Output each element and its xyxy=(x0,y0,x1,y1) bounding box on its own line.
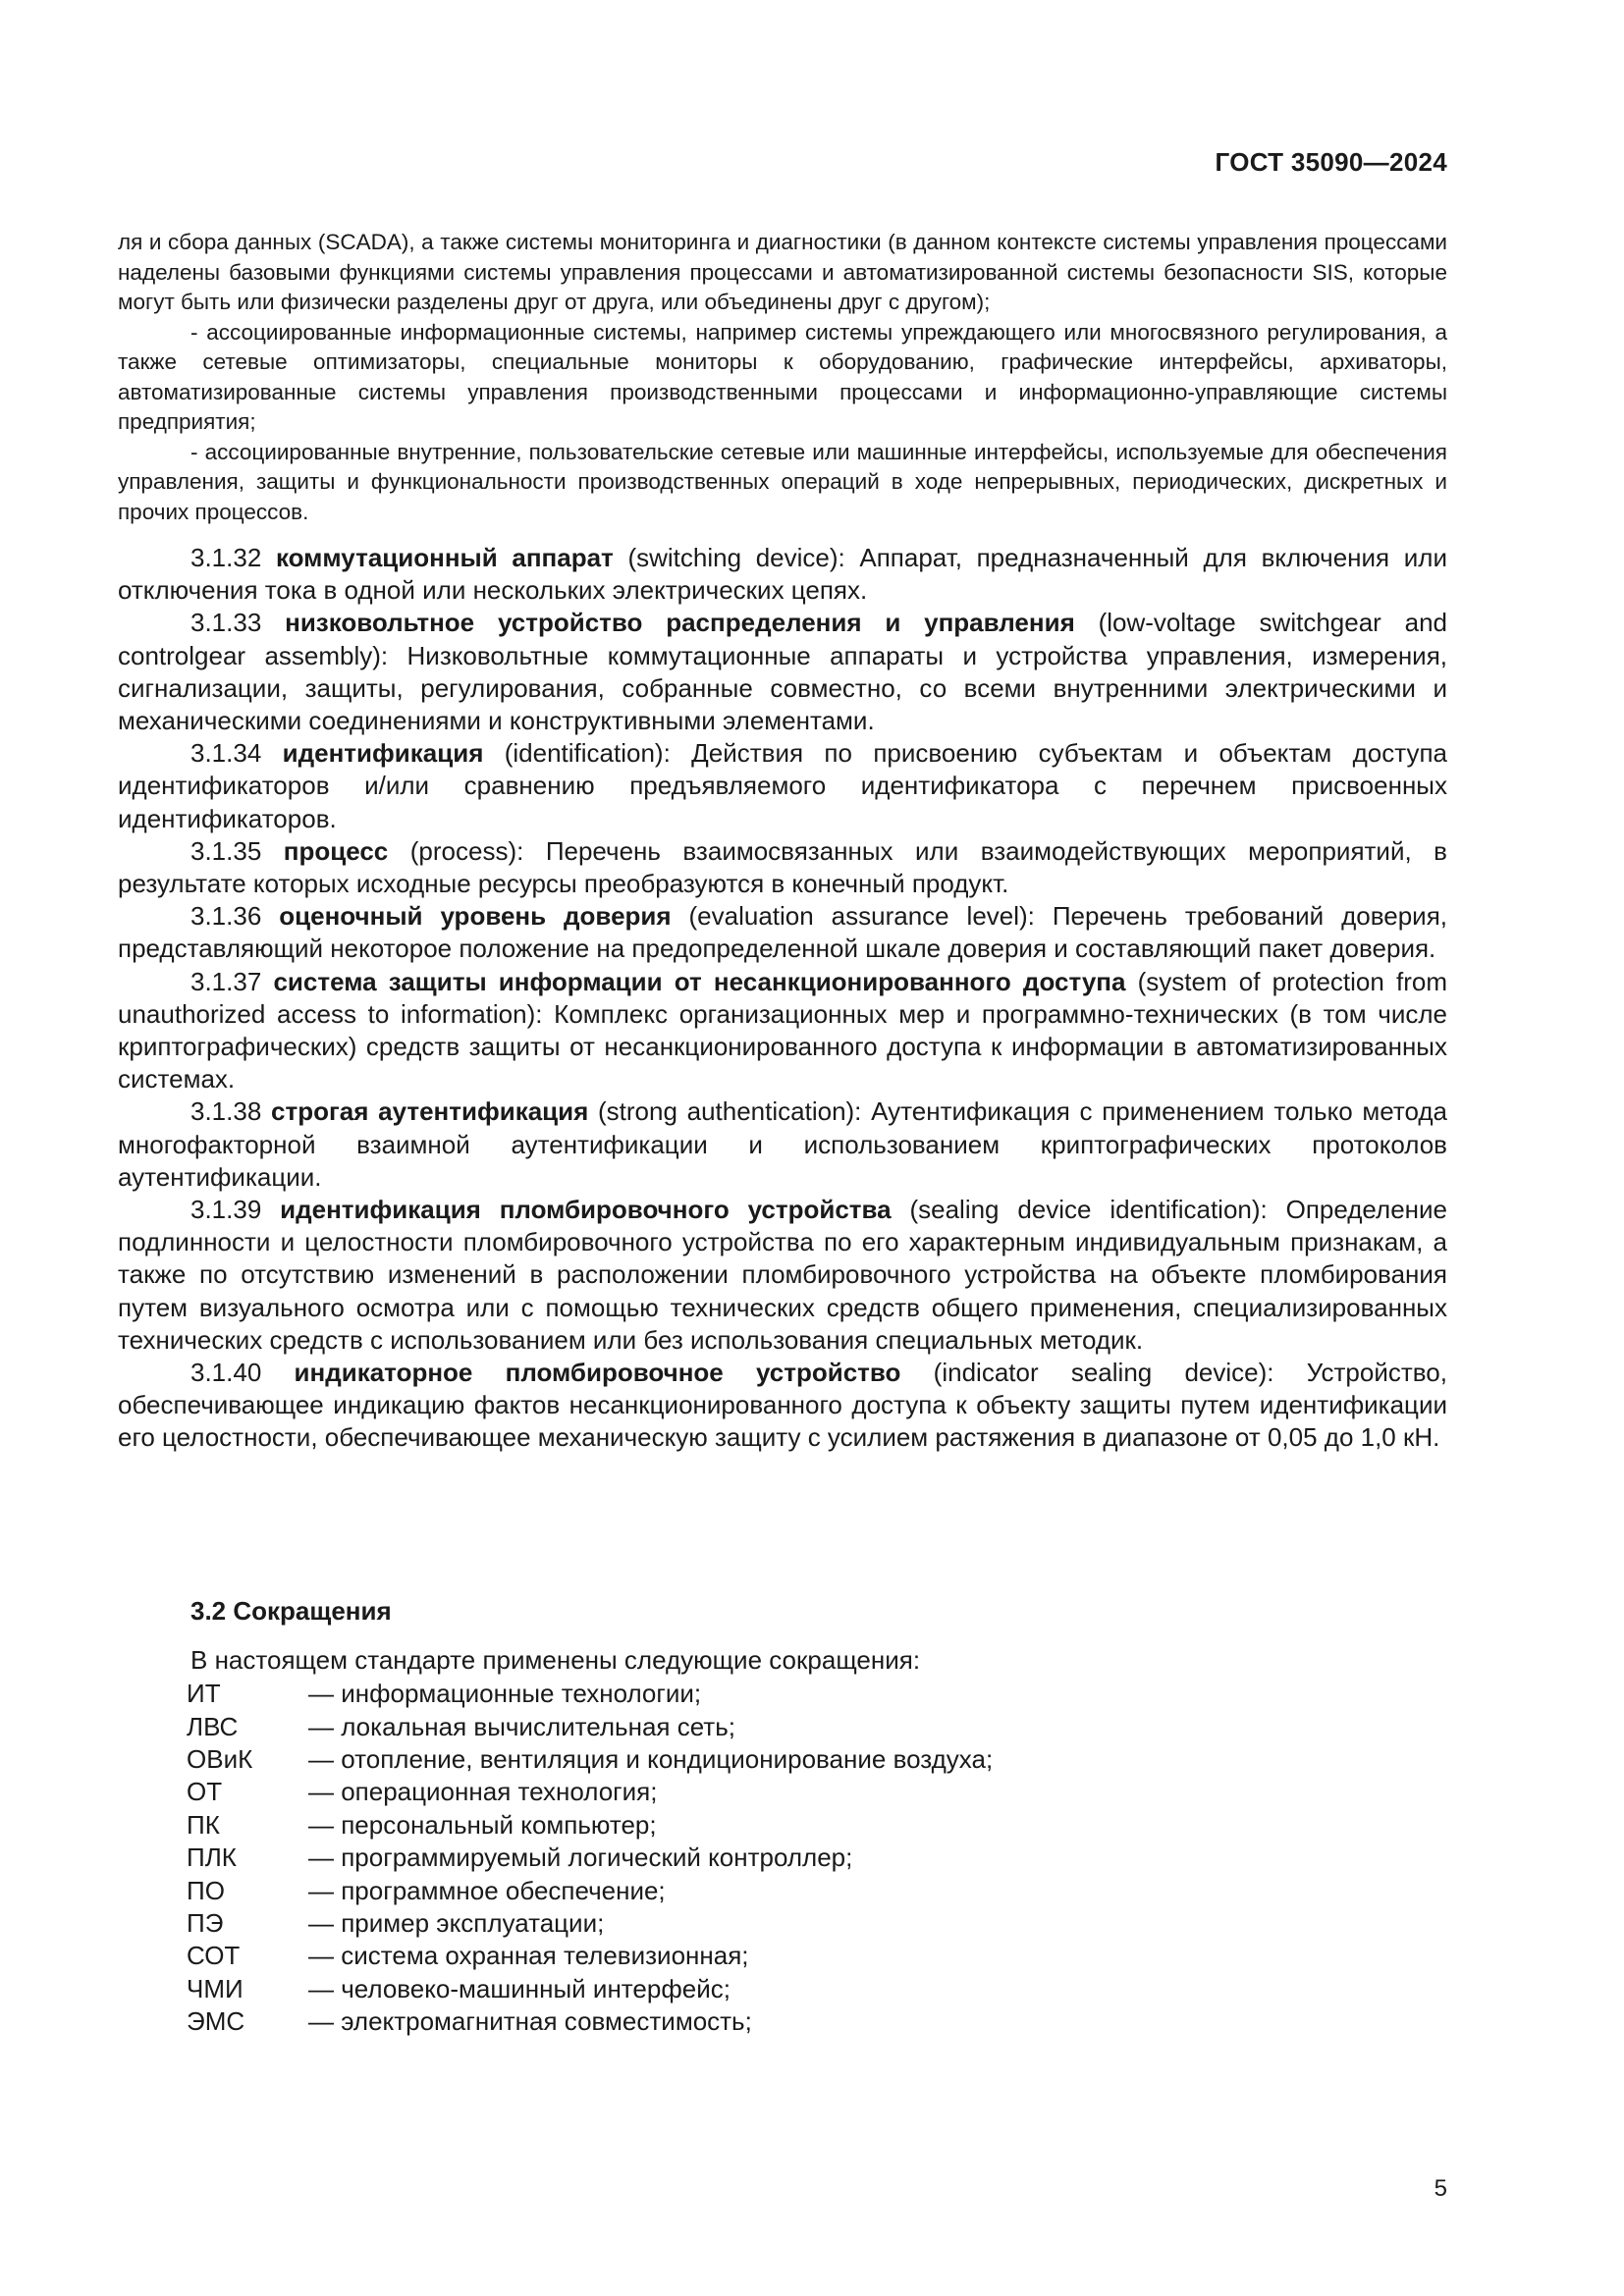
abbreviation-code: ОТ xyxy=(187,1777,223,1807)
abbreviation-definition: — отопление, вентиляция и кондиционирование воздуха; xyxy=(308,1743,994,1774)
terms-section xyxy=(118,542,1447,1455)
term-name: система защиты информации от несанкционированного доступа xyxy=(273,966,1126,996)
term-name: индикаторное пломбировочное устройство xyxy=(294,1358,901,1388)
intro-bullet: - ассоциированные информационные системы, например системы упреждающего или многосвязного регулирования, а также сетевые оптимизаторы, специальные мониторы к оборудованию, графические интерфейсы, архиваторы, автоматизированные системы управления производственными процессами и информационно-управляющие системы предприятия; xyxy=(118,319,1447,434)
abbreviation-code: СОТ xyxy=(187,1941,241,1971)
list-item xyxy=(187,1743,1267,1776)
term-entry: 3.1.33 низковольтное устройство распределения и управления (low-voltage switchgear and controlgear assembly): Низковольтные коммутационные аппараты и устройства управления, измерения, сигнализации, защиты, регулирования, собранные совместно, со всеми внутренними электрическими и механическими соединениями и конструктивными элементами. xyxy=(118,608,1447,736)
term-entry: 3.1.32 коммутационный аппарат (switching device): Аппарат, предназначенный для включения или отключения тока в одной или нескольких электрических цепях. xyxy=(118,543,1447,606)
abbreviation-definition: — операционная технология; xyxy=(308,1777,658,1807)
abbreviation-code: ПЛК xyxy=(187,1842,237,1873)
abbreviation-definition: — локальная вычислительная сеть; xyxy=(308,1711,735,1741)
abbreviation-definition: — электромагнитная совместимость; xyxy=(308,2006,752,2037)
term-entry: 3.1.38 строгая аутентификация (strong authentication): Аутентификация с применением только метода многофакторной взаимной аутентификации и использованием криптографических протоколов аутентификации. xyxy=(118,1096,1447,1192)
abbreviation-definition: — персональный компьютер; xyxy=(308,1809,657,1840)
list-item xyxy=(187,1940,1267,1972)
standard-code: ГОСТ 35090—2024 xyxy=(1215,147,1447,177)
abbreviation-definition: — программируемый логический контроллер; xyxy=(308,1842,853,1873)
term-name: оценочный уровень доверия xyxy=(279,901,672,932)
list-item xyxy=(187,2005,1267,2038)
term-entry: 3.1.34 идентификация (identification): Действия по присвоению субъектам и объектам доступа идентификаторов и/или сравнению предъявляемого идентификатора с перечнем присвоенных идентификаторов. xyxy=(118,738,1447,833)
abbreviation-code: ПК xyxy=(187,1809,220,1840)
abbreviation-code: ПО xyxy=(187,1875,225,1905)
list-item xyxy=(187,1776,1267,1808)
list-item xyxy=(187,1907,1267,1940)
term-name: процесс xyxy=(283,835,389,866)
abbreviations-list xyxy=(187,1678,1267,2038)
list-item xyxy=(187,1973,1267,2005)
abbreviation-code: ПЭ xyxy=(187,1907,224,1938)
list-item xyxy=(187,1678,1267,1710)
term-entry: 3.1.37 система защиты информации от несанкционированного доступа (system of protection from unauthorized access to information): Комплекс организационных мер и программно-технических (в том числе криптографических) средств защиты от несанкционированного доступа к информации в автоматизированных системах. xyxy=(118,966,1447,1095)
list-item xyxy=(187,1842,1267,1874)
abbreviation-code: ЛВС xyxy=(187,1711,239,1741)
intro-bullet: - ассоциированные внутренние, пользовательские сетевые или машинные интерфейсы, используемые для обеспечения управления, защиты и функциональности производственных операций в ходе непрерывных, периодических, дискретных и прочих процессов. xyxy=(118,439,1447,524)
list-item xyxy=(187,1710,1267,1742)
intro-text xyxy=(118,228,1447,527)
abbreviation-code: ЭМС xyxy=(187,2006,245,2037)
abbreviation-definition: — пример эксплуатации; xyxy=(308,1907,605,1938)
abbreviation-code: ИТ xyxy=(187,1679,221,1709)
term-entry: 3.1.39 идентификация пломбировочного устройства (sealing device identification): Определение подлинности и целостности пломбировочного устройства по его характерным индивидуальным признакам, а также по отсутствию изменений в расположении пломбировочного устройства на объекте пломбирования путем визуального осмотра или с помощью технических средств общего применения, специализированных технических средств с использованием или без использования специальных методик. xyxy=(118,1195,1447,1355)
abbreviations-intro: В настоящем стандарте применены следующие сокращения: xyxy=(190,1645,921,1675)
term-name: идентификация xyxy=(282,738,484,769)
abbreviation-definition: — программное обеспечение; xyxy=(308,1875,666,1905)
list-item xyxy=(187,1809,1267,1842)
term-name: строгая аутентификация xyxy=(271,1096,589,1127)
abbreviation-definition: — человеко-машинный интерфейс; xyxy=(308,1973,731,2003)
intro-paragraph: ля и сбора данных (SCADA), а также системы мониторинга и диагностики (в данном контексте системы управления процессами наделены базовыми функциями системы управления процессами и автоматизированной системы безопасности SIS, которые могут быть или физически разделены друг от друга, или объединены друг с другом); xyxy=(118,230,1447,314)
term-name: коммутационный аппарат xyxy=(275,543,614,572)
abbreviation-definition: — система охранная телевизионная; xyxy=(308,1941,749,1971)
list-item xyxy=(187,1874,1267,1906)
abbreviation-code: ЧМИ xyxy=(187,1973,244,2003)
page-number: 5 xyxy=(1434,2175,1447,2202)
section-title: 3.2 Сокращения xyxy=(190,1596,392,1626)
abbreviation-definition: — информационные технологии; xyxy=(308,1679,702,1709)
term-name: идентификация пломбировочного устройства xyxy=(280,1195,892,1225)
abbreviation-code: ОВиК xyxy=(187,1743,253,1774)
term-name: низковольтное устройство распределения и управления xyxy=(285,608,1075,638)
term-entry: 3.1.35 процесс (process): Перечень взаимосвязанных или взаимодействующих мероприятий, в результате которых исходные ресурсы преобразуются в конечный продукт. xyxy=(118,835,1447,899)
term-entry: 3.1.36 оценочный уровень доверия (evaluation assurance level): Перечень требований доверия, представляющий некоторое положение на предопределенной шкале доверия и составляющий пакет доверия. xyxy=(118,901,1448,964)
term-entry: 3.1.40 индикаторное пломбировочное устройство (indicator sealing device): Устройство, обеспечивающее индикацию фактов несанкционированного доступа к объекту защиты путем идентификации его целостности, обеспечивающее механическую защиту с усилием растяжения в диапазоне от 0,05 до 1,0 кН. xyxy=(118,1358,1447,1453)
